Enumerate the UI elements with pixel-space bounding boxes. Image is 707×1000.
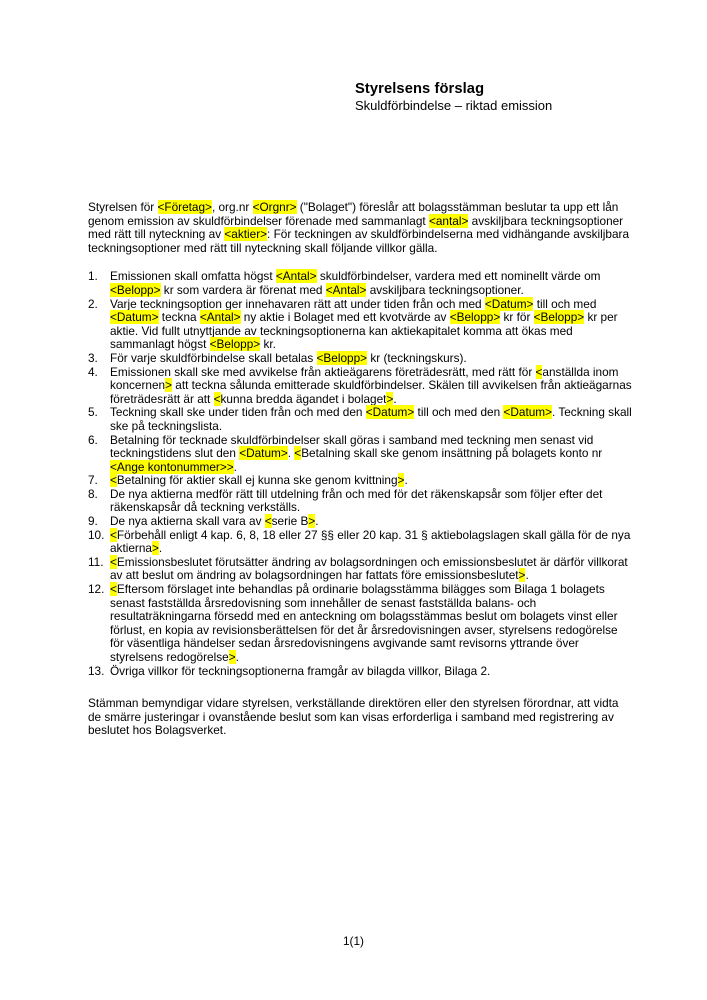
text-run: De nya aktierna medför rätt till utdelning från och med för det räkenskapsår som följer efter det räkenskapsår då teckning verkställs. — [110, 486, 603, 515]
placeholder-highlight: > — [151, 541, 159, 556]
placeholder-highlight: <Antal> — [325, 282, 367, 297]
list-item-text — [110, 529, 634, 556]
intro-paragraph — [88, 201, 634, 255]
text-run: Teckning skall ske under tiden från och med den — [110, 405, 366, 420]
list-item-number: 8. — [88, 486, 98, 501]
text-run: kr som vardera är förenat med — [160, 282, 326, 297]
placeholder-highlight: > — [165, 378, 172, 393]
text-run: Emissionsbeslutet förutsätter ändring av bolagsordningen och emissionsbeslutet är därför villkorat av att beslut om ändring av bolagsordningen har fattats före emissionsbeslutet — [110, 554, 628, 583]
text-run: Betalning för tecknade skuldförbindelser skall göras i samband med teckning men senast vid teckningstidens slut den — [110, 432, 594, 461]
list-item-text — [110, 583, 634, 665]
placeholder-highlight: < — [110, 527, 117, 542]
list-item-number: 11. — [88, 554, 104, 569]
list-item — [88, 515, 634, 529]
text-run: till och med den — [414, 405, 504, 420]
list-item — [88, 665, 634, 679]
placeholder-highlight: <Datum> — [110, 310, 159, 325]
text-run: ("Bolaget") föreslår att bolagsstämman beslutar ta upp ett lån genom emission av skuldförbindelser förenade med sammanlagt — [88, 200, 619, 228]
list-item — [88, 298, 634, 352]
placeholder-highlight: <Belopp> — [316, 350, 368, 365]
list-item-number: 1. — [88, 269, 98, 284]
placeholder-highlight: <antal> — [428, 213, 469, 228]
placeholder-highlight: <Antal> — [275, 269, 317, 284]
closing-paragraph — [88, 697, 634, 738]
list-item — [88, 366, 634, 407]
text-run: Varje teckningsoption ger innehavaren rätt att under tiden från och med — [110, 296, 485, 311]
document-subtitle: Skuldförbindelse – riktad emission — [355, 98, 553, 113]
list-item-text — [110, 366, 634, 407]
placeholder-highlight: <Orgnr> — [252, 200, 297, 214]
text-run: . Teckning skall ske på teckningslista. — [110, 405, 632, 433]
text-run: . — [525, 568, 529, 583]
list-item-text — [110, 515, 634, 529]
text-run: kr. — [260, 337, 276, 352]
text-run: Övriga villkor för teckningsoptionerna framgår av bilagda villkor, Bilaga 2. — [110, 663, 491, 678]
text-run: : För teckningen av skuldförbindelserna med vidhängande avskiljbara teckningsoptioner med rätt till nyteckning skall följande villkor gälla. — [88, 227, 630, 255]
list-item-number: 9. — [88, 514, 98, 529]
text-run: att teckna sålunda emitterade skuldförbindelser. Skälen till avvikelsen från aktieägarnas företrädesrätt är att — [110, 378, 632, 406]
terms-list — [88, 270, 634, 678]
placeholder-highlight: > — [228, 650, 236, 664]
document-title: Styrelsens förslag — [355, 81, 485, 97]
text-run: anställda inom koncernen — [110, 364, 619, 393]
list-item-text — [110, 406, 634, 433]
list-item-text — [110, 665, 634, 679]
list-item-number: 6. — [88, 432, 98, 447]
list-item — [88, 583, 634, 665]
list-item-number: 3. — [88, 350, 98, 365]
list-item — [88, 474, 634, 488]
text-run: skuldförbindelser, vardera med ett nominellt värde om — [316, 269, 601, 284]
list-item-text — [110, 270, 634, 297]
placeholder-highlight: <Belopp> — [209, 337, 261, 352]
text-run: För varje skuldförbindelse skall betalas — [110, 350, 317, 365]
text-run: Betalning för aktier skall ej kunna ske genom kvittning — [116, 473, 398, 488]
text-run: . — [158, 541, 163, 556]
list-item — [88, 270, 634, 297]
list-item — [88, 434, 634, 475]
placeholder-highlight: > — [518, 568, 526, 583]
list-item-text — [110, 434, 634, 475]
placeholder-highlight: < — [294, 446, 302, 461]
placeholder-highlight: <Belopp> — [449, 310, 501, 325]
text-run: ny aktie i Bolaget med ett kvotvärde av — [240, 310, 450, 325]
text-run: De nya aktierna skall vara av — [110, 514, 265, 529]
placeholder-highlight: <Antal> — [199, 310, 241, 325]
text-run: kr för — [500, 310, 534, 325]
text-run: kr per aktie. Vid fullt utnyttjande av teckningsoptionerna kan aktiekapitalet komma att ökas med sammanlagt högst — [110, 310, 618, 352]
list-item — [88, 529, 634, 556]
placeholder-highlight: <aktier> — [224, 227, 268, 242]
text-run: avskiljbara teckningsoptioner. — [366, 282, 524, 297]
text-run: Emissionen skall omfatta högst — [110, 269, 276, 284]
placeholder-highlight: <Belopp> — [533, 310, 585, 325]
list-item — [88, 556, 634, 583]
list-item-text — [110, 474, 634, 488]
list-item-text — [110, 556, 634, 583]
placeholder-highlight: < — [110, 582, 117, 597]
text-run: . — [233, 459, 237, 474]
text-run: avskiljbara teckningsoptioner med rätt till nyteckning av — [88, 213, 624, 242]
list-item — [88, 406, 634, 433]
text-run: . — [404, 473, 408, 488]
title-block — [355, 81, 552, 113]
placeholder-highlight: <Företag> — [157, 200, 212, 214]
placeholder-highlight: <Datum> — [484, 296, 534, 311]
text-run: . — [287, 446, 295, 461]
text-run: . — [315, 514, 319, 529]
placeholder-highlight: <Ange kontonummer>> — [110, 459, 234, 474]
placeholder-highlight: < — [535, 364, 543, 379]
list-item — [88, 352, 634, 366]
text-run: Förbehåll enligt 4 kap. 6, 8, 18 eller 27 §§ eller 20 kap. 31 § aktiebolagslagen skall gälla för de nya aktierna — [110, 527, 631, 556]
text-run: kunna bredda ägandet i bolaget — [220, 391, 387, 406]
placeholder-highlight: > — [386, 391, 394, 406]
placeholder-highlight: < — [264, 514, 272, 529]
placeholder-highlight: > — [397, 473, 405, 488]
text-run: kr (teckningskurs). — [367, 350, 467, 365]
text-run: Eftersom förslaget inte behandlas på ordinarie bolagsstämma bilägges som Bilaga 1 bolagets senast fastställda årsredovisning som innehåller de senast fastställda balans- och resultaträkningarna försedd med en anteckning om bolagsstämmas beslut om bolagets vinst eller förlust, en kopia av revisionsberättelsen för det år årsredovisningen avser, styrelsens redogörelse för väsentliga händelser sedan årsredovisningens avgivande samt revisorns yttrande över styrelsens redogörelse — [110, 582, 618, 664]
list-item-text — [110, 298, 634, 352]
list-item-number: 13. — [88, 663, 105, 678]
text-run: Stämman bemyndigar vidare styrelsen, verkställande direktören eller den styrelsen förordnar, att vidta de smärre justeringar i ovanstående beslut som kan visas erforderliga i samband med registrering av beslutet hos Bolagsverket. — [88, 696, 619, 738]
list-item-number: 4. — [88, 364, 98, 379]
list-item-number: 10. — [88, 527, 105, 542]
text-run: . — [393, 391, 397, 406]
text-run: till och med — [533, 296, 597, 311]
placeholder-highlight: <Belopp> — [110, 282, 161, 297]
list-item-text — [110, 352, 634, 366]
list-item-number: 7. — [88, 473, 98, 488]
text-run: Emissionen skall ske med avvikelse från aktieägarens företrädesrätt, med rätt för — [110, 364, 536, 379]
text-run: Styrelsen för — [88, 200, 158, 214]
list-item — [88, 488, 634, 515]
placeholder-highlight: < — [213, 391, 221, 406]
text-run: . — [235, 650, 239, 664]
text-run: Betalning skall ske genom insättning på bolagets konto nr — [301, 446, 603, 461]
placeholder-highlight: <Datum> — [239, 446, 288, 461]
placeholder-highlight: <Datum> — [503, 405, 552, 420]
placeholder-highlight: > — [308, 514, 316, 529]
placeholder-highlight: <Datum> — [365, 405, 415, 420]
list-item-text — [110, 488, 634, 515]
text-run: , org.nr — [211, 200, 253, 214]
document-body — [88, 201, 634, 738]
list-item-number: 5. — [88, 405, 98, 420]
text-run: serie B — [271, 514, 309, 529]
list-item-number: 12. — [88, 582, 105, 597]
list-item-number: 2. — [88, 296, 98, 311]
text-run: teckna — [158, 310, 200, 325]
page-number: 1(1) — [343, 934, 364, 948]
placeholder-highlight: < — [110, 554, 117, 569]
placeholder-highlight: < — [110, 473, 117, 488]
